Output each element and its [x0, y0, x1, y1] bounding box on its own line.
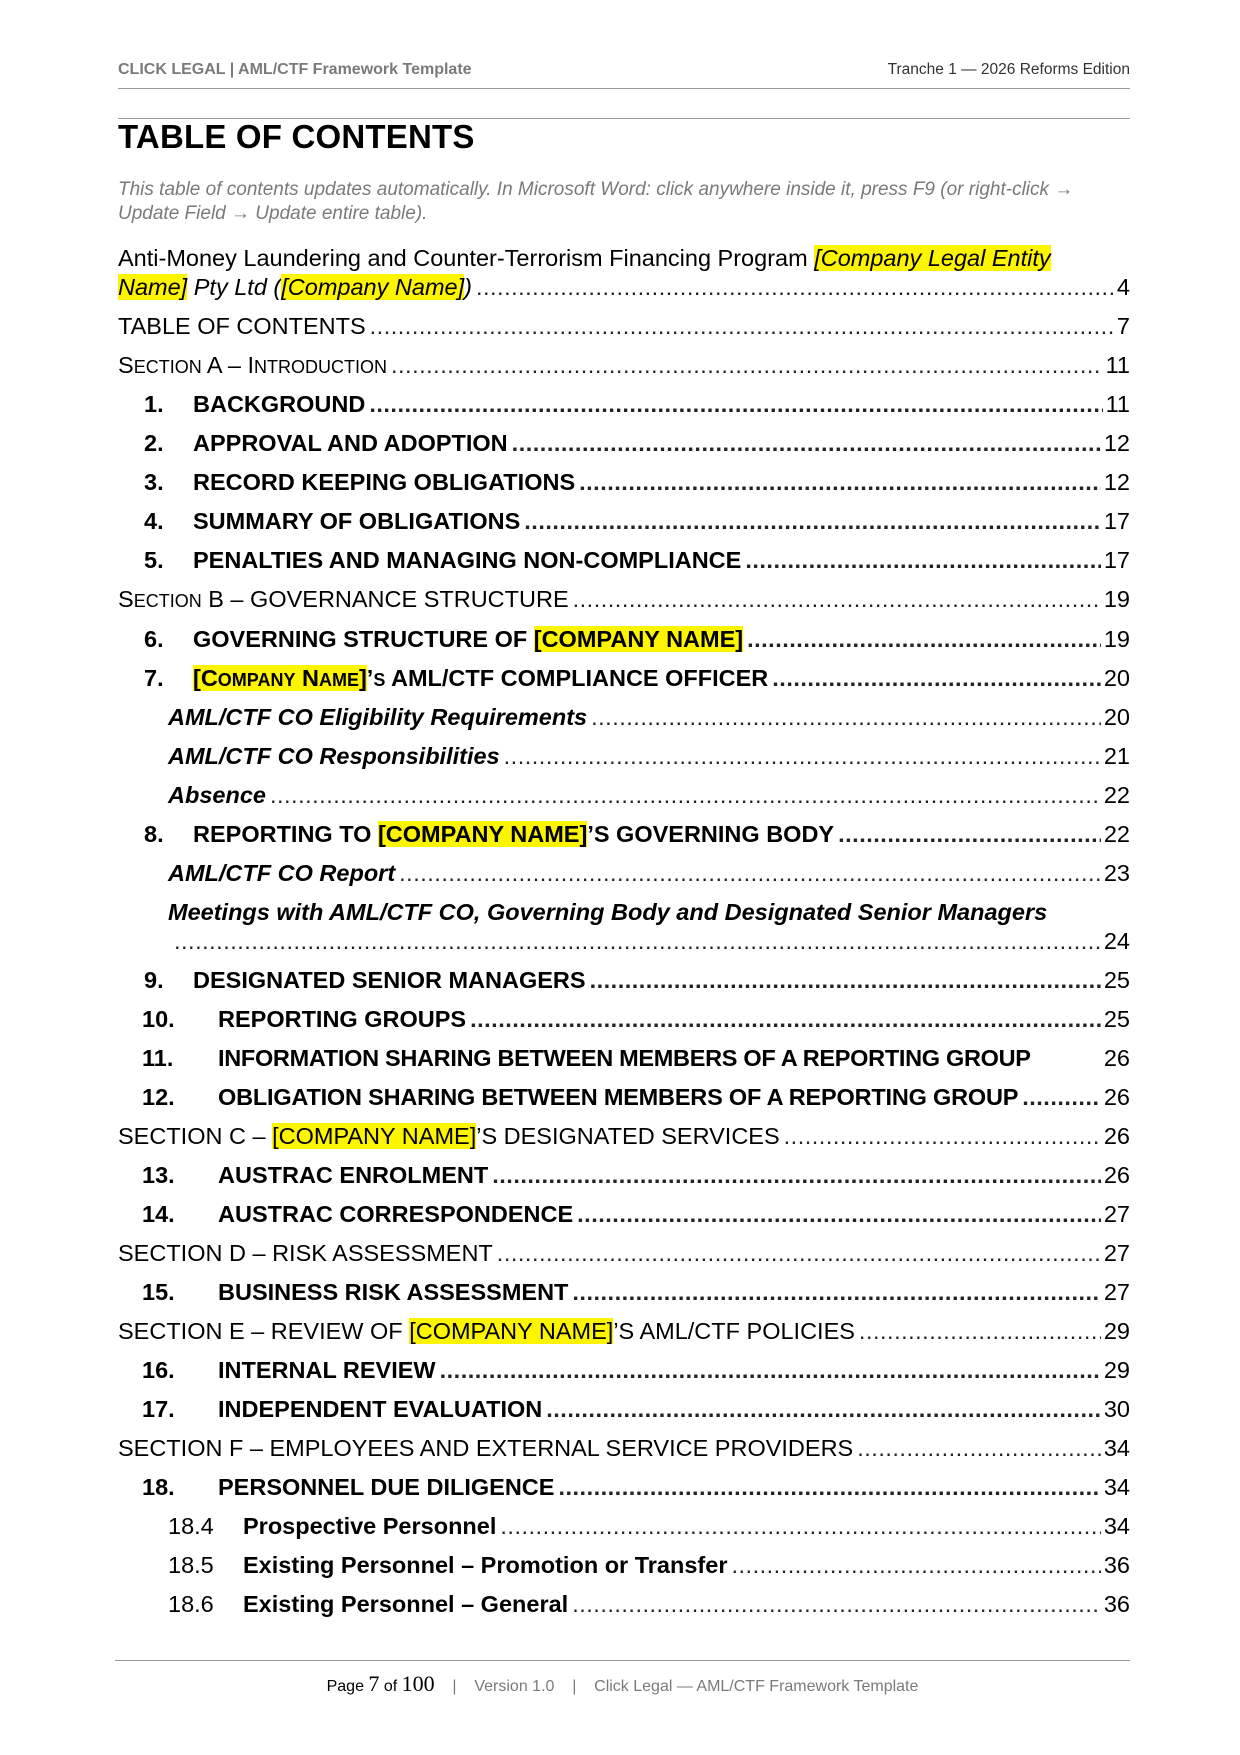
- toc-entry-business-risk-assessment[interactable]: [118, 1277, 1130, 1307]
- footer-page-total: 100: [401, 1671, 435, 1696]
- toc-entry-title-part: ’: [366, 665, 374, 691]
- toc-entry-title-part: A – I: [201, 352, 254, 378]
- dot-leader: [590, 965, 1101, 995]
- dot-leader: [476, 272, 1114, 302]
- toc-page-number: 29: [1103, 1318, 1130, 1344]
- toc-page-number: 17: [1103, 508, 1130, 534]
- toc-entry-number: 13.: [142, 1162, 175, 1188]
- toc-entry-title: AUSTRAC CORRESPONDENCE: [218, 1201, 574, 1227]
- toc-entry-title: SECTION F – EMPLOYEES AND EXTERNAL SERVICE PROVIDERS: [118, 1435, 854, 1461]
- toc-page-number: 27: [1103, 1240, 1130, 1266]
- toc-page-number: 12: [1103, 430, 1130, 456]
- toc-entry-number: 18.6: [168, 1591, 214, 1617]
- dot-leader: [470, 1004, 1101, 1034]
- toc-page-number: 34: [1103, 1474, 1130, 1500]
- dot-leader: [512, 428, 1101, 458]
- toc-entry-number: 17.: [142, 1396, 175, 1422]
- toc-entry-title: AML/CTF CO Report: [168, 860, 396, 886]
- dot-leader: [391, 350, 1103, 380]
- toc-entry-section-c[interactable]: [118, 1121, 1130, 1151]
- toc-page-number: 29: [1103, 1357, 1130, 1383]
- dot-leader: [500, 1511, 1100, 1541]
- toc-entry-title: BUSINESS RISK ASSESSMENT: [218, 1279, 569, 1305]
- dot-leader: [399, 858, 1101, 888]
- toc-entry-section-a[interactable]: [118, 350, 1130, 380]
- toc-page-number: 26: [1103, 1084, 1130, 1110]
- toc-entry-program-line2[interactable]: [118, 272, 1130, 302]
- toc-page-number: 26: [1103, 1123, 1130, 1149]
- toc-entry-title: INFORMATION SHARING BETWEEN MEMBERS OF A REPORTING GROUP: [218, 1045, 1031, 1071]
- toc-page-number: 19: [1103, 626, 1130, 652]
- toc-entry-title-part: S: [373, 670, 386, 690]
- toc-entry-title-part: ’S DESIGNATED SERVICES: [476, 1123, 780, 1149]
- toc-entry-number: 9.: [144, 967, 164, 993]
- toc-page-number: 17: [1103, 547, 1130, 573]
- dot-leader: [747, 624, 1101, 654]
- dot-leader: [174, 926, 1101, 956]
- dot-leader: [440, 1355, 1101, 1385]
- toc-entry-meetings-line2[interactable]: [118, 926, 1130, 956]
- dot-leader: [524, 506, 1101, 536]
- toc-page-number: 20: [1103, 665, 1130, 691]
- toc-page-number: 11: [1105, 352, 1130, 378]
- toc-entry-number: 6.: [144, 626, 164, 652]
- toc-entry-record-keeping[interactable]: [118, 467, 1130, 497]
- toc-entry-number: 11.: [142, 1045, 174, 1071]
- company-name-placeholder: [COMPANY NAME]: [377, 821, 588, 847]
- dot-leader: [731, 1550, 1100, 1580]
- toc-entry-title: Existing Personnel – General: [243, 1591, 569, 1617]
- toc-entry-co-eligibility[interactable]: [118, 702, 1130, 732]
- toc-entry-title: SECTION D – RISK ASSESSMENT: [118, 1240, 493, 1266]
- toc-entry-prospective-personnel[interactable]: [118, 1511, 1130, 1541]
- toc-update-note: This table of contents updates automatically. In Microsoft Word: click anywhere inside it, press F9 (or right-click → Update Field → Update entire table).: [118, 179, 1074, 224]
- toc-entry-title: BACKGROUND: [193, 391, 366, 417]
- dot-leader: [572, 1277, 1100, 1307]
- company-legal-entity-placeholder-end: Name]: [118, 274, 188, 300]
- toc-entry-summary-obligations[interactable]: [118, 506, 1130, 536]
- toc-entry-approval-adoption[interactable]: [118, 428, 1130, 458]
- toc-entry-austrac-enrolment[interactable]: [118, 1160, 1130, 1190]
- toc-page-number: 22: [1103, 782, 1130, 808]
- dot-leader: [579, 467, 1101, 497]
- toc-entry-number: 3.: [144, 469, 164, 495]
- toc-entry-governing-structure[interactable]: [118, 624, 1130, 654]
- toc-page-number: 7: [1116, 313, 1130, 339]
- toc-entry-title-part: SECTION C –: [118, 1123, 273, 1149]
- toc-entry-number: 16.: [142, 1357, 175, 1383]
- dot-leader: [838, 819, 1101, 849]
- toc-entry-title-part: B – GOVERNANCE STRUCTURE: [201, 586, 569, 612]
- toc-entry-number: 2.: [144, 430, 164, 456]
- footer-page-label: Page: [326, 1678, 369, 1695]
- dot-leader: [369, 389, 1102, 419]
- toc-entry-title-part: ’S AML/CTF POLICIES: [613, 1318, 855, 1344]
- footer-version: Version 1.0: [474, 1678, 555, 1695]
- toc-entry-program-text: Anti-Money Laundering and Counter-Terrorism Financing Program: [118, 245, 815, 271]
- toc-page-number: 30: [1103, 1396, 1130, 1422]
- toc-entry-title: SUMMARY OF OBLIGATIONS: [193, 508, 521, 534]
- toc-entry-penalties[interactable]: [118, 545, 1130, 575]
- toc-entry-information-sharing[interactable]: [118, 1043, 1130, 1073]
- page-footer: [115, 1660, 1130, 1696]
- dot-leader: [558, 1472, 1100, 1502]
- toc-entry-number: 7.: [144, 665, 164, 691]
- placeholder-part: ]: [358, 665, 367, 691]
- toc-entry-title-part: ’S GOVERNING BODY: [587, 821, 835, 847]
- toc-entry-title: PERSONNEL DUE DILIGENCE: [218, 1474, 555, 1500]
- dot-leader: [573, 584, 1101, 614]
- toc-entry-number: 5.: [144, 547, 164, 573]
- dot-leader: [745, 545, 1101, 575]
- toc-page-number: 19: [1103, 586, 1130, 612]
- toc-entry-compliance-officer[interactable]: [118, 663, 1130, 693]
- toc-entry-title-part: ECTION: [133, 357, 202, 377]
- toc-entry-personnel-due-diligence[interactable]: [118, 1472, 1130, 1502]
- toc-entry-co-report[interactable]: [118, 858, 1130, 888]
- footer-separator: |: [452, 1678, 457, 1695]
- toc-entry-existing-personnel-promotion[interactable]: [118, 1550, 1130, 1580]
- toc-entry-title: Existing Personnel – Promotion or Transfer: [243, 1552, 728, 1578]
- toc-page-number: 27: [1103, 1279, 1130, 1305]
- toc-entry-table-of-contents[interactable]: [118, 311, 1130, 341]
- toc-page-number: 25: [1103, 967, 1130, 993]
- toc-entry-title-part: S: [118, 586, 134, 612]
- toc-entry-title-part: NTRODUCTION: [253, 357, 387, 377]
- toc-entry-section-f[interactable]: [118, 1433, 1130, 1463]
- placeholder-part: OMPANY: [217, 670, 296, 690]
- toc-entry-section-d[interactable]: [118, 1238, 1130, 1268]
- toc-entry-absence[interactable]: [118, 780, 1130, 810]
- toc-page-number: 24: [1103, 928, 1130, 954]
- dot-leader: [370, 311, 1114, 341]
- toc-entry-number: 10.: [142, 1006, 175, 1032]
- dot-leader: [772, 663, 1101, 693]
- toc-page-number: 34: [1103, 1435, 1130, 1461]
- dot-leader: [546, 1394, 1101, 1424]
- page-header: [118, 56, 1130, 89]
- toc-page-number: 26: [1103, 1162, 1130, 1188]
- toc-entry-number: 4.: [144, 508, 164, 534]
- toc-entry-title-part: AML/CTF COMPLIANCE OFFICER: [385, 665, 769, 691]
- dot-leader: [859, 1316, 1101, 1346]
- toc-entry-number: 14.: [142, 1201, 175, 1227]
- dot-leader: [497, 1238, 1101, 1268]
- toc-entry-title: Absence: [168, 782, 266, 808]
- toc-entry-austrac-correspondence[interactable]: [118, 1199, 1130, 1229]
- toc-entry-title-part: ECTION: [133, 591, 202, 611]
- header-left: CLICK LEGAL | AML/CTF Framework Template: [118, 61, 472, 78]
- toc-entry-internal-review[interactable]: [118, 1355, 1130, 1385]
- toc-entry-number: 1.: [144, 391, 164, 417]
- toc-entry-title-part: SECTION E – REVIEW OF: [118, 1318, 410, 1344]
- toc-entry-title: RECORD KEEPING OBLIGATIONS: [193, 469, 576, 495]
- toc-entry-number: 18.5: [168, 1552, 214, 1578]
- toc-entry-number: 8.: [144, 821, 164, 847]
- toc-entry-independent-evaluation[interactable]: [118, 1394, 1130, 1424]
- toc-entry-number: 18.4: [168, 1513, 214, 1539]
- toc-page-number: 11: [1105, 391, 1130, 417]
- dot-leader: [577, 1199, 1101, 1229]
- dot-leader: [784, 1121, 1101, 1151]
- toc-entry-section-b[interactable]: [118, 584, 1130, 614]
- toc-entry-obligation-sharing[interactable]: [118, 1082, 1130, 1112]
- dot-leader: [504, 741, 1101, 771]
- footer-page-current: 7: [368, 1671, 380, 1696]
- company-name-placeholder: [COMPANY NAME]: [533, 626, 744, 652]
- toc-entry-number: 12.: [142, 1084, 175, 1110]
- toc-page-number: 25: [1103, 1006, 1130, 1032]
- company-name-placeholder: [COMPANY NAME]: [272, 1123, 477, 1149]
- toc-page-number: 23: [1103, 860, 1130, 886]
- toc-entry-title: INDEPENDENT EVALUATION: [218, 1396, 543, 1422]
- toc-entry-title: DESIGNATED SENIOR MANAGERS: [193, 967, 586, 993]
- dot-leader: [492, 1160, 1101, 1190]
- toc-entry-background[interactable]: [118, 389, 1130, 419]
- toc-page-number: 12: [1103, 469, 1130, 495]
- toc-page-number: 21: [1103, 743, 1130, 769]
- toc-entry-section-e[interactable]: [118, 1316, 1130, 1346]
- toc-entry-title: APPROVAL AND ADOPTION: [193, 430, 508, 456]
- dot-leader: [857, 1433, 1101, 1463]
- toc-entry-existing-personnel-general[interactable]: [118, 1589, 1130, 1619]
- toc-entry-meetings-line1[interactable]: [118, 897, 1130, 927]
- toc-entry-title: REPORTING GROUPS: [218, 1006, 467, 1032]
- toc-page-number: 22: [1103, 821, 1130, 847]
- dot-leader: [572, 1589, 1101, 1619]
- toc-page-number: 27: [1103, 1201, 1130, 1227]
- toc-entry-title: GOVERNING STRUCTURE OF: [193, 626, 534, 652]
- toc-entry-title: AML/CTF CO Eligibility Requirements: [168, 704, 588, 730]
- toc-entry-reporting-governing-body[interactable]: [118, 819, 1130, 849]
- toc-entry-title-part: S: [118, 352, 134, 378]
- toc-entry-designated-senior-managers[interactable]: [118, 965, 1130, 995]
- toc-entry-number: 15.: [142, 1279, 175, 1305]
- company-name-placeholder: [Company Name]: [281, 274, 465, 300]
- toc-page-number: 4: [1116, 274, 1130, 300]
- toc-entry-number: 18.: [142, 1474, 175, 1500]
- toc-heading: TABLE OF CONTENTS: [118, 118, 475, 155]
- placeholder-part: AME: [318, 670, 359, 690]
- toc-entry-program-pty: Pty Ltd (: [187, 274, 282, 300]
- company-name-placeholder: [COMPANY NAME]: [409, 1318, 614, 1344]
- toc-page-number: 26: [1103, 1045, 1130, 1071]
- dot-leader: [591, 702, 1101, 732]
- company-name-placeholder: [193, 665, 367, 691]
- header-right: Tranche 1 — 2026 Reforms Edition: [887, 61, 1130, 78]
- toc-page-number: 34: [1103, 1513, 1130, 1539]
- toc-page-number: 20: [1103, 704, 1130, 730]
- toc-entry-reporting-groups[interactable]: [118, 1004, 1130, 1034]
- toc-entry-title: OBLIGATION SHARING BETWEEN MEMBERS OF A REPORTING GROUP: [218, 1084, 1019, 1110]
- company-legal-entity-placeholder: [Company Legal Entity: [814, 245, 1051, 271]
- toc-entry-title: TABLE OF CONTENTS: [118, 313, 366, 339]
- toc-entry-title: INTERNAL REVIEW: [218, 1357, 436, 1383]
- toc-page-number: 36: [1103, 1591, 1130, 1617]
- placeholder-part: [C: [193, 665, 218, 691]
- toc-entry-program-line1[interactable]: [118, 243, 1130, 273]
- footer-separator: |: [572, 1678, 577, 1695]
- toc-entry-title: Prospective Personnel: [243, 1513, 497, 1539]
- toc-entry-title: AUSTRAC ENROLMENT: [218, 1162, 489, 1188]
- dot-leader: [1022, 1082, 1101, 1112]
- footer-page-of: of: [379, 1678, 402, 1695]
- toc-entry-co-responsibilities[interactable]: [118, 741, 1130, 771]
- toc-entry-title-part: REPORTING TO: [193, 821, 378, 847]
- toc-entry-title: AML/CTF CO Responsibilities: [168, 743, 500, 769]
- placeholder-part: N: [295, 665, 319, 691]
- toc-entry-title: Meetings with AML/CTF CO, Governing Body and Designated Senior Managers: [168, 899, 1048, 925]
- toc-page-number: 36: [1103, 1552, 1130, 1578]
- dot-leader: [270, 780, 1101, 810]
- footer-document-name: Click Legal — AML/CTF Framework Template: [594, 1678, 919, 1695]
- toc-entry-title: PENALTIES AND MANAGING NON-COMPLIANCE: [193, 547, 742, 573]
- toc-entry-program-close: ): [464, 274, 472, 300]
